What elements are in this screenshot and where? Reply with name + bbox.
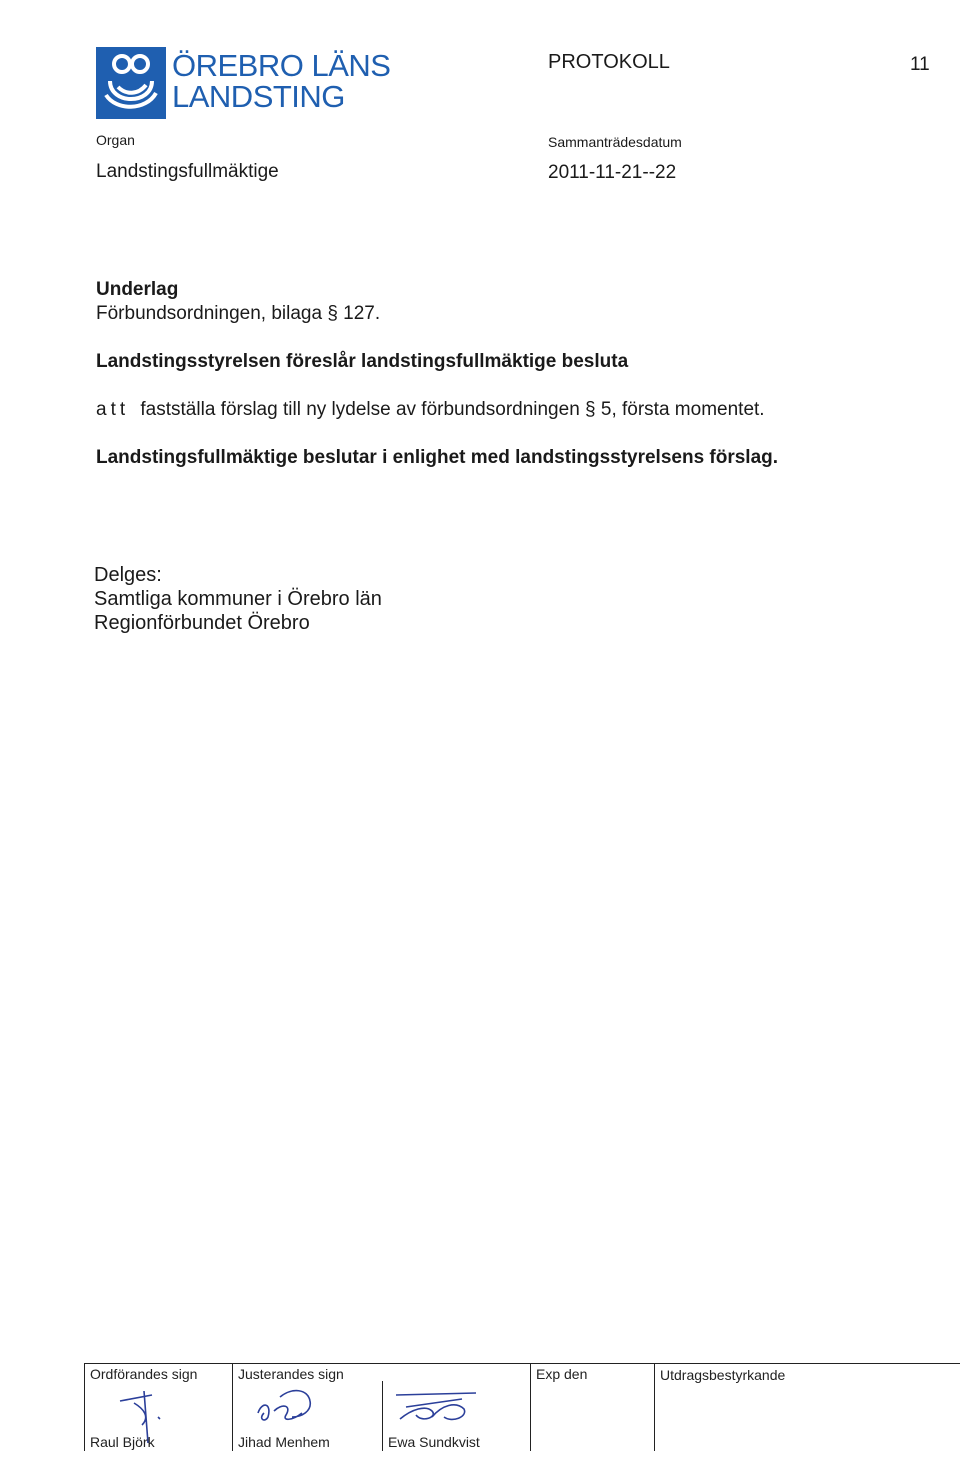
delges-item: Regionförbundet Örebro [94, 612, 310, 634]
org-logo-line1: ÖREBRO LÄNS [172, 48, 391, 83]
adjuster1-signature-icon [252, 1383, 322, 1427]
footer-divider [654, 1363, 655, 1451]
decision-text: Landstingsfullmäktige beslutar i enlighet med landstingsstyrelsens förslag. [96, 447, 779, 468]
organ-label: Organ [96, 132, 135, 148]
att-clause [96, 399, 765, 421]
document-type: PROTOKOLL [548, 51, 670, 73]
footer-divider [84, 1363, 85, 1451]
att-prefix: att [96, 399, 130, 420]
landsting-logo-mark [96, 47, 166, 119]
proposal-heading: Landstingsstyrelsen föreslår landstingsfullmäktige besluta [96, 351, 629, 372]
exp-date-label: Exp den [536, 1366, 588, 1382]
signature-footer [84, 1363, 960, 1451]
footer-top-rule [84, 1363, 960, 1364]
adjuster1-name: Jihad Menhem [238, 1434, 330, 1450]
extract-certification-label: Utdragsbestyrkande [660, 1367, 786, 1383]
logo-emblem-icon [96, 47, 166, 119]
chair-sign-label: Ordförandes sign [90, 1366, 198, 1382]
delges-item: Samtliga kommuner i Örebro län [94, 588, 382, 610]
adjuster2-name: Ewa Sundkvist [388, 1434, 480, 1450]
meeting-date-value: 2011-11-21--22 [548, 162, 677, 183]
footer-divider [382, 1381, 383, 1451]
underlag-text: Förbundsordningen, bilaga § 127. [96, 303, 381, 324]
delges-block [94, 563, 382, 635]
organ-value: Landstingsfullmäktige [96, 161, 279, 182]
adjusters-sign-label: Justerandes sign [238, 1366, 344, 1382]
org-logo-text [172, 50, 390, 112]
page-number: 11 [910, 54, 930, 75]
underlag-heading: Underlag [96, 279, 179, 300]
att-text: fastställa förslag till ny lydelse av förbundsordningen § 5, första momentet. [140, 399, 765, 420]
meeting-date-label: Sammanträdesdatum [548, 134, 682, 150]
footer-divider [232, 1363, 233, 1451]
org-logo-line2: LANDSTING [172, 79, 345, 114]
footer-divider [530, 1363, 531, 1451]
chair-name: Raul Björk [90, 1434, 155, 1450]
adjuster2-signature-icon [392, 1387, 482, 1427]
delges-label: Delges: [94, 564, 162, 586]
